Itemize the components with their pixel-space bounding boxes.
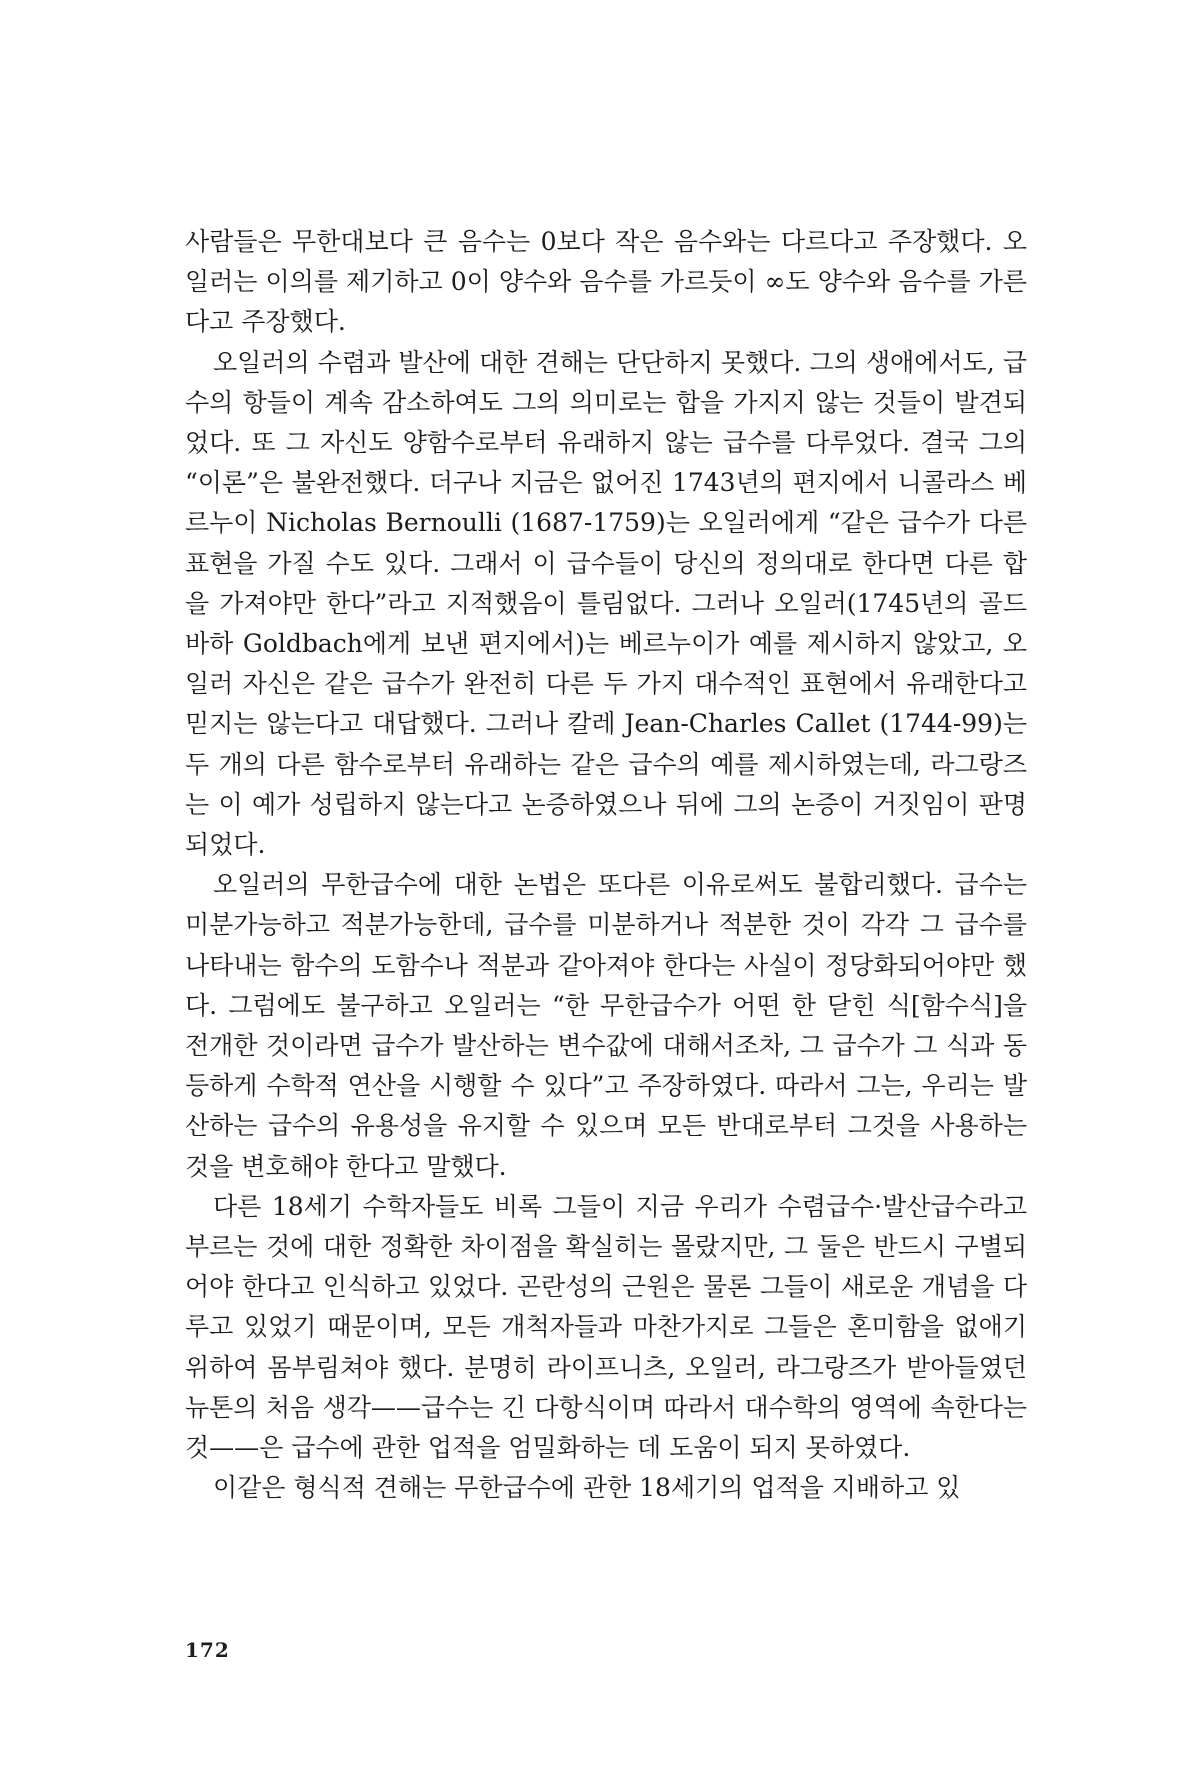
paragraph-18th-century: 다른 18세기 수학자들도 비록 그들이 지금 우리가 수렴급수·발산급수라고 부르는 것에 대한 정확한 차이점을 확실히는 몰랐지만, 그 둘은 반드시 구별되어야 한다고 인식하고 있었다. 곤란성의 근원은 물론 그들이 새로운 개념을 다루고 있었기 때문이며, 모든 개척자들과 마찬가지로 그들은 혼미함을 없애기 위하여 몸부림쳐야 했다. 분명히 라이프니츠, 오일러, 라그랑즈가 받아들였던 뉴톤의 처음 생각——급수는 긴 다항식이며 따라서 대수학의 영역에 속한다는 것——은 급수에 관한 업적을 엄밀화하는 데 도움이 되지 못하였다. [185,1191,1027,1463]
paragraph-euler-convergence: 오일러의 수렴과 발산에 대한 견해는 단단하지 못했다. 그의 생애에서도, 급수의 항들이 계속 감소하여도 그의 의미로는 합을 가지지 않는 것들이 발견되었다. 또 그 자신도 양함수로부터 유래하지 않는 급수를 다루었다. 결국 그의 “이론”은 불완전했다. 더구나 지금은 없어진 1743년의 편지에서 니콜라스 베르누이 Nicholas Bernoulli (1687-1759)는 오일러에게 “같은 급수가 다른 표현을 가질 수도 있다. 그래서 이 급수들이 당신의 정의대로 한다면 다른 합을 가져야만 한다”라고 지적했음이 틀림없다. 그러나 오일러(1745년의 골드바하 Goldbach에게 보낸 편지에서)는 베르누이가 예를 제시하지 않았고, 오일러 자신은 같은 급수가 완전히 다른 두 가지 대수적인 표현에서 유래한다고 믿지는 않는다고 대답했다. 그러나 칼레 Jean-Charles Callet (1744-99)는 두 개의 다른 함수로부터 유래하는 같은 급수의 예를 제시하였는데, 라그랑즈는 이 예가 성립하지 않는다고 논증하였으나 뒤에 그의 논증이 거짓임이 판명되었다. [185,347,1027,860]
paragraph-continuation: 사람들은 무한대보다 큰 음수는 0보다 작은 음수와는 다르다고 주장했다. 오일러는 이의를 제기하고 0이 양수와 음수를 가르듯이 ∞도 양수와 음수를 가른다고 주장했다. [185,227,1027,337]
page-number: 172 [185,1638,230,1662]
paragraph-euler-argument: 오일러의 무한급수에 대한 논법은 또다른 이유로써도 불합리했다. 급수는 미분가능하고 적분가능한데, 급수를 미분하거나 적분한 것이 각각 그 급수를 나타내는 함수의 도함수나 적분과 같아져야 한다는 사실이 정당화되어야만 했다. 그럼에도 불구하고 오일러는 “한 무한급수가 어떤 한 닫힌 식[함수식]을 전개한 것이라면 급수가 발산하는 변수값에 대해서조차, 그 급수가 그 식과 동등하게 수학적 연산을 시행할 수 있다”고 주장하였다. 따라서 그는, 우리는 발산하는 급수의 유용성을 유지할 수 있으며 모든 반대로부터 그것을 사용하는 것을 변호해야 한다고 말했다. [185,870,1027,1181]
body-text [185,222,1027,1509]
paragraph-formal-view: 이같은 형식적 견해는 무한급수에 관한 18세기의 업적을 지배하고 있 [213,1473,961,1503]
